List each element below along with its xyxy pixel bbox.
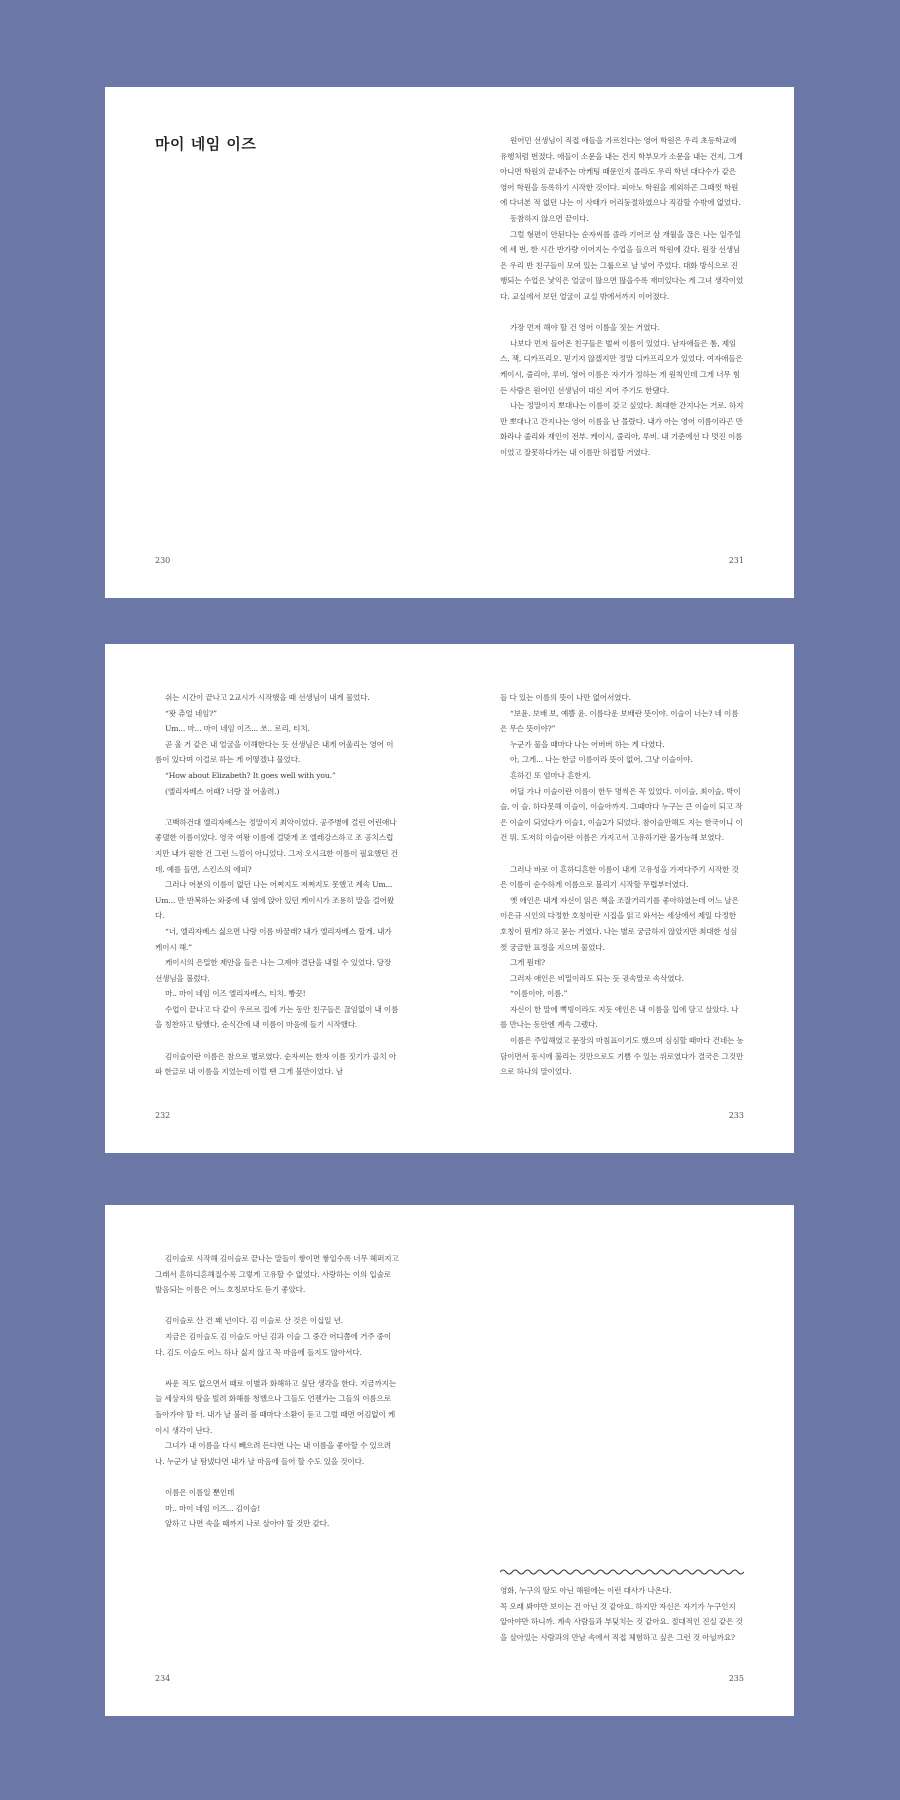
paragraph: 흔하긴 또 엄마나 흔한지. xyxy=(510,770,591,780)
paragraph: “보윤. 보배 보, 예쁠 윤. 이름다운 보배란 뜻이야. 이슬이 너는? 네 이름은 무슨 뜻이야?” xyxy=(500,708,739,734)
paragraph: 이름은 이름일 뿐인데 xyxy=(165,1487,235,1497)
page-235 xyxy=(450,1205,794,1716)
paragraph: 이름은 주입해였고 문장의 마침표이기도 했으며 심심할 때마다 건네는 농담이면서 동시에 불리는 것만으로도 기쁨 수 있는 위로였다가 결국은 그것만으로 하나의 말이었다. xyxy=(500,1036,744,1077)
page-body-text xyxy=(500,133,744,460)
page-number: 233 xyxy=(728,1111,744,1120)
paragraph: 고백하건대 엘리자베스는 정말이지 최악이었다. 공주병에 걸린 어린애나 좋댈한 이름이었다. 영국 여왕 이름에 걸맞게 조 엘레강스하고 조 공치스럽지만 내가 원한 건 그런 느낌이 아니었다. 그저 오시크한 이름이 필요했던 건데. 예를 들면, 스킨스의 에피? xyxy=(155,817,398,874)
paragraph: “왓 츄얼 네임?” xyxy=(165,708,217,718)
paragraph: 그럴 형편이 안된다는 순자씨를 졸라 기어코 삼 개월을 끊은 나는 일주일에 세 번, 한 시간 반가량 이어지는 수업을 들으러 학원에 갔다. 원장 선생님은 우리 반 친구들이 모여 있는 그룹으로 날 넣어 주었다. 대화 방식으로 진행되는 수업은 낯익은 얼굴이 많으면 많을수록 재미있다는 게 그녀 생각이었다. 교실에서 보던 얼굴이 교실 밖에서까지 이어졌다. xyxy=(500,229,744,301)
paragraph: 그게 뭔데? xyxy=(510,958,545,968)
paragraph: 앞하고 나면 속을 때까지 나로 살아야 할 것만 같다. xyxy=(165,1519,330,1529)
paragraph: 김이슬이란 이름은 참으로 별로였다. 순자씨는 한자 이름 짓기가 골치 아파 한글로 내 이름을 지었는데 이럴 땐 그게 불만이었다. 남 xyxy=(155,1051,397,1077)
page-number: 235 xyxy=(728,1674,744,1683)
paragraph: 김이슬로 시작해 김이슬로 끝나는 말들이 쌓이면 쌓일수록 너무 헤퍼지고 그래서 흔하디흔해질수록 그렇게 고유할 수 없었다. 사랑하는 이의 입술로 발음되는 이름은 어느 호칭보다도 듣기 좋았다. xyxy=(155,1254,399,1295)
paragraph: 원어민 선생님이 직접 애들을 가르친다는 영어 학원은 우리 초등학교에 유행처럼 번졌다. 애들이 소문을 내는 건지 학부모가 소문을 내는 건지, 그게 아니면 학원의 끝내주는 마케팅 때문인지 몰라도 우리 학년 대다수가 같은 영어 학원을 등록하기 시작한 것이다. 피아노 학원을 제외하곤 그때껏 학원에 다녀본 적 없던 나는 이 사태가 어리둥절하였으나 직감할 수밖에 없었다. xyxy=(500,136,743,208)
paragraph: 그러자 애인은 비밀이라도 되는 듯 귓속말로 속삭였다. xyxy=(510,973,684,983)
paragraph: “너, 엘리자베스 싫으면 나랑 이름 바꿀래? 내가 엘리자베스 할게. 내가 케이시 해.” xyxy=(155,926,392,952)
page-230 xyxy=(105,87,449,598)
page-body-text xyxy=(155,1251,399,1532)
book-spread-234-235 xyxy=(105,1205,794,1716)
paragraph: 쉬는 시간이 끝나고 2교시가 시작했을 때 선생님이 내게 물었다. xyxy=(165,693,370,702)
paragraph: 아, 그게... 나는 한글 이름이라 뜻이 없어. 그냥 이슬이야. xyxy=(510,755,693,765)
chapter-title: 마이 네임 이즈 xyxy=(155,135,257,153)
page-231 xyxy=(450,87,794,598)
paragraph: 꼭 오래 봐야만 보이는 건 아닌 것 같아요. 하지만 자신은 자기가 누구인지 알아야만 하니까. 계속 사람들과 부딪치는 것 같아요. 절대적인 진실 같은 것을 살아있는 사람과의 만남 속에서 직접 체험하고 싶은 그런 것 아닐까요? xyxy=(500,1601,743,1642)
page-number: 231 xyxy=(728,556,744,565)
book-spread-232-233 xyxy=(105,644,794,1153)
paragraph: 동참하지 않으면 끝이다. xyxy=(510,213,589,223)
paragraph: 마.. 마이 네임 이즈 엘리자베스, 티치. 빵끗! xyxy=(165,989,306,999)
paragraph: 나는 정말이지 뽀대나는 이름이 갖고 싶었다. 최대한 간지나는 거로. 하지만 뽀대나고 간지나는 영어 이름을 난 몰랐다. 내가 아는 영어 이름이라곤 만화라나 줄리와 재인이 전부. 케이시, 줄리아, 루비. 내 기준에선 다 멋진 이름이었고 잘못하다가는 내 이름만 허접할 거였다. xyxy=(500,401,744,457)
page-number: 230 xyxy=(155,556,171,565)
paragraph: “How about Elizabeth? It goes well with you.” xyxy=(165,770,336,780)
paragraph: 가장 먼저 해야 할 건 영어 이름을 짓는 거였다. xyxy=(510,323,660,333)
paragraph: 수업이 끝나고 다 같이 우르르 집에 가는 동안 친구들은 끊임없이 내 이름을 칭찬하고 탐했다. 순식간에 내 이름이 마음에 들기 시작했다. xyxy=(155,1004,399,1030)
paragraph: 자신이 한 말에 뻑빙이라도 지듯 애인은 내 이름을 입에 담고 살았다. 나를 만나는 동안엔 계속 그랬다. xyxy=(500,1004,739,1030)
page-number: 232 xyxy=(155,1111,171,1120)
page-body-text xyxy=(155,690,399,1080)
paragraph: 옛 애인은 내게 자신이 읽은 책을 조잘거리기를 좋아하였는데 어느 날은 이은규 시인의 다정한 호칭이란 시집을 읽고 와서는 세상에서 제일 다정한 호칭이 뭔게? 하고 묻는 거였다. 나는 별로 궁금하지 않았지만 최대한 성심껏 궁금한 표정을 지으며 물었다. xyxy=(500,895,739,952)
page-body-text xyxy=(500,690,744,1080)
paragraph: 케이시의 은밀한 제안을 들은 나는 그제야 결단을 내릴 수 있었다. 당장 선생님을 불렀다. xyxy=(155,958,392,983)
paragraph: 영화, 누구의 딸도 아닌 해원에는 이런 대사가 나온다. xyxy=(500,1586,672,1595)
paragraph: “이름이야, 이름.” xyxy=(510,989,568,999)
paragraph: 김이슬로 산 건 꽤 년이다. 김 이슬로 산 것은 이십일 년. xyxy=(165,1316,344,1326)
page-233 xyxy=(450,644,794,1153)
paragraph: 지금은 김이슬도 김 이슬도 아닌 김과 이슬 그 중간 어디쯤에 거주 중이다. 김도 이슬도 어느 하나 싫지 않고 꼭 마음에 들지도 않아서다. xyxy=(155,1331,392,1357)
paragraph: 들 다 있는 이름의 뜻이 나만 없어서였다. xyxy=(500,693,631,702)
paragraph: 마.. 마이 네임 이즈... 김이슬! xyxy=(165,1503,261,1513)
paragraph: 그러나 바로 이 흔하디흔한 이름이 내게 고유성을 가져다주기 시작한 것은 이름이 순수하게 이름으로 불리기 시작할 무렵부터였다. xyxy=(500,864,739,890)
paragraph: 싸운 적도 없으면서 때로 이별과 화해하고 싶단 생각을 한다. 지금까지는 늘 세상자의 탐을 빌려 화해를 청했으나 그들도 언젠가는 그들의 이름으로 돌아가야 할 터. 내가 날 불러 볼 때마다 소환이 돋고 그럴 때면 어김없이 케이시 생각이 난다. xyxy=(155,1378,397,1435)
wavy-divider xyxy=(500,1568,744,1576)
paragraph: 어딜 가나 이슬이란 이름이 한두 명씩은 꼭 있었다. 이이슬, 최이슬, 박이슬, 이 슬. 하다못해 이슬이, 이슬아까지. 그때마다 누구는 큰 이슬이 되고 작은 이슬이 되었다가 이슬1, 이슬2가 되었다. 참이슬만해도 지는 한국이니 이건 뭐. 도저히 이슬이란 이름은 가지고서 고유하기란 불가능해 보였다. xyxy=(500,786,743,843)
paragraph: 누군가 물을 때마다 나는 어버버 하는 게 다였다. xyxy=(510,739,665,749)
paragraph: 곧 울 거 같은 내 얼굴을 이해한다는 듯 선생님은 내게 어울리는 영어 이름이 있다며 이걸로 하는 게 어떻겠냐 물었다. xyxy=(155,739,394,765)
paragraph: (엘리자베스 어때? 너랑 잘 어울려.) xyxy=(165,786,280,796)
paragraph: 나보다 먼저 들어온 친구들은 벌써 이름이 있었다. 남자애들은 톰, 제임스, 잭, 디카프리오. 믿기지 않겠지만 정말 디카프리오가 있었다. 여자애들은 케이시, 줄리아, 루비. 영어 이름은 자기가 정하는 게 원칙인데 그게 너무 힘든 사람은 원어민 선생님이 대신 지어 주기도 한댔다. xyxy=(500,338,743,395)
page-234 xyxy=(105,1205,449,1716)
paragraph: 그녀가 내 이름을 다시 빼으려 든다면 나는 내 이름을 좋아할 수 있으려나. 누군가 날 탐냈다면 내가 날 마음에 들어 할 수도 있을 것이다. xyxy=(155,1441,392,1466)
page-number: 234 xyxy=(155,1674,171,1683)
book-spread-230-231 xyxy=(105,87,794,598)
page-232 xyxy=(105,644,449,1153)
paragraph: 그러나 어분의 이름이 없던 나는 어쩌지도 저쩌지도 못했고 계속 Um... Um... 만 반복하는 와중에 내 옆에 앉아 있던 케이시가 조용히 말을 걸어왔다. xyxy=(155,880,395,921)
quote-text xyxy=(500,1583,744,1645)
paragraph: Um... 마... 마이 네임 이즈... 쏘.. 로리, 티치. xyxy=(165,724,310,734)
